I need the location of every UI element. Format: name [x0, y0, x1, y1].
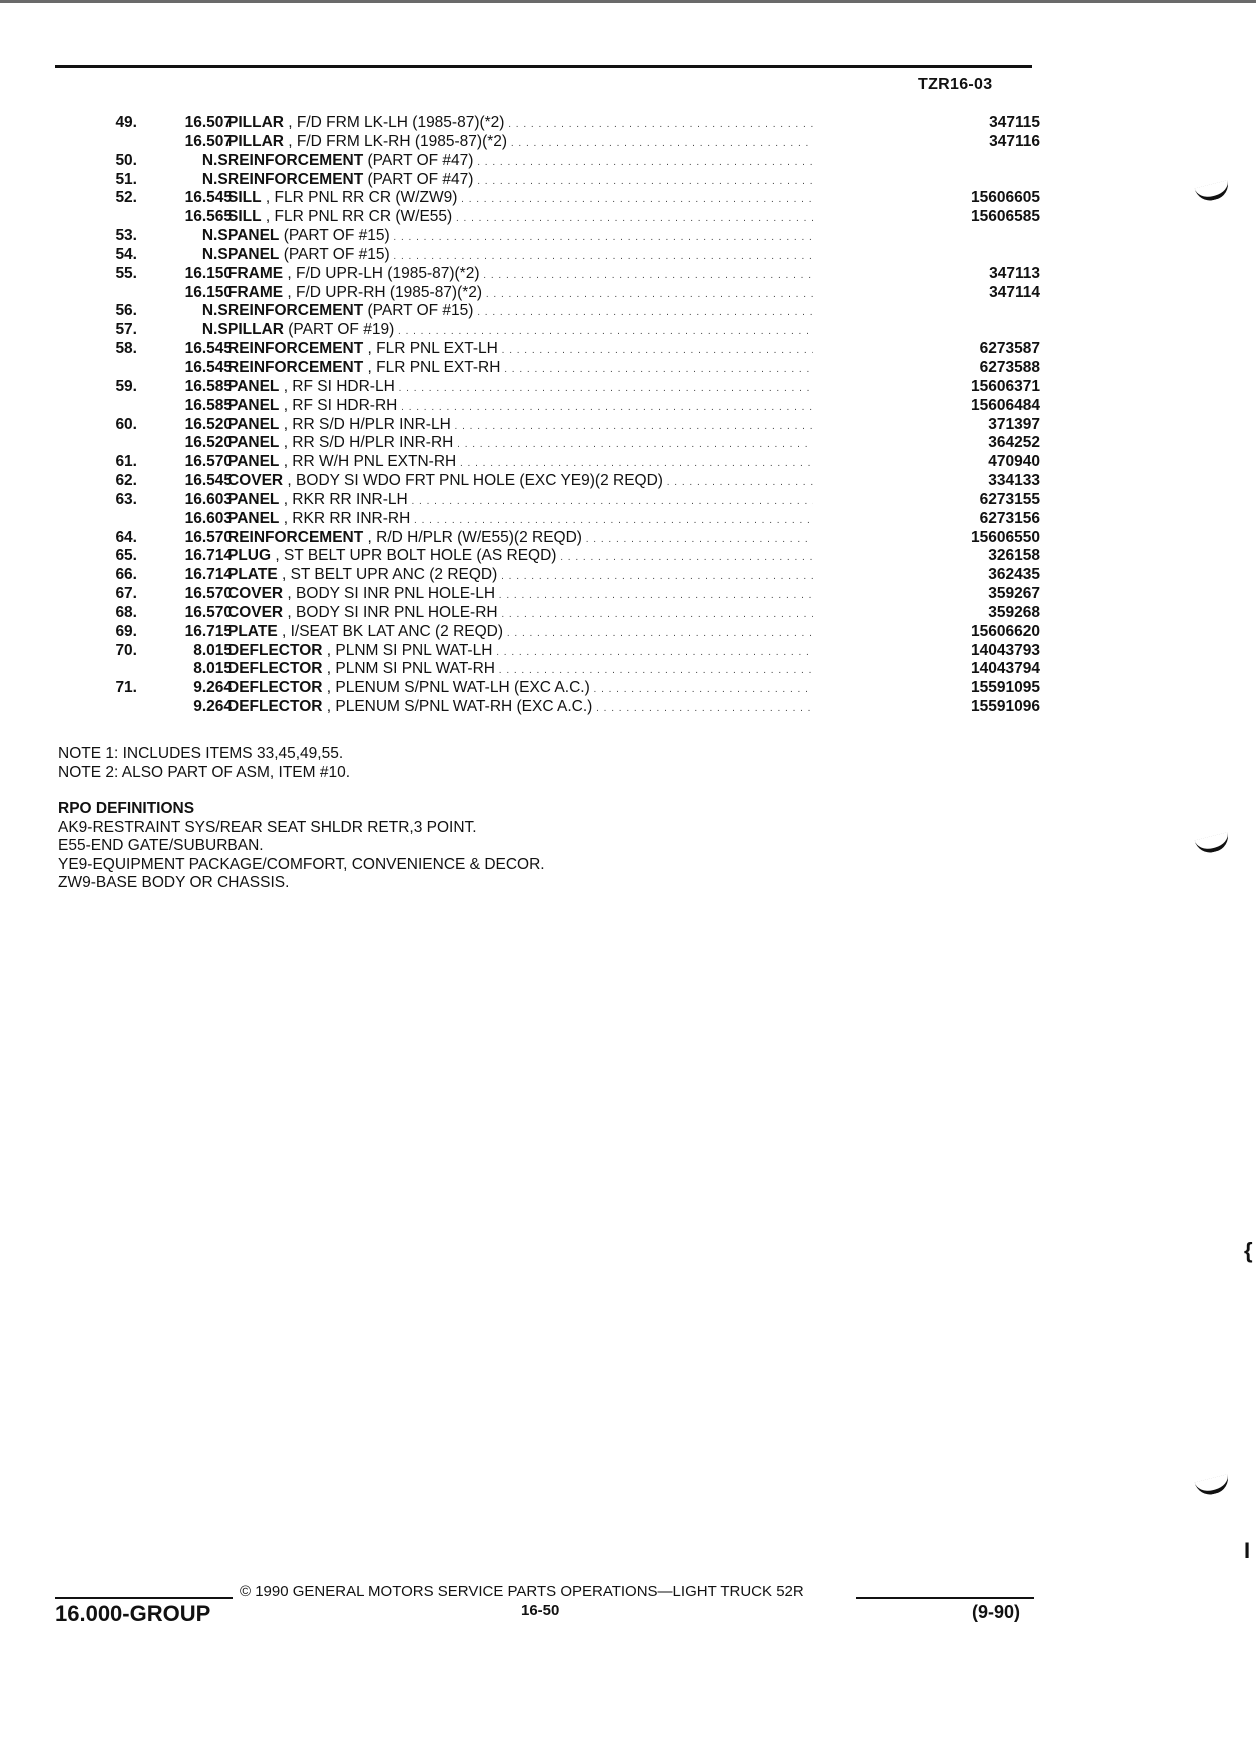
part-detail: , ST BELT UPR BOLT HOLE (AS REQD) — [271, 547, 557, 565]
part-detail: , PLNM SI PNL WAT-LH — [322, 641, 493, 659]
part-number: 15606371 — [971, 377, 1040, 395]
part-number: 15606484 — [971, 396, 1040, 414]
part-name: PANEL — [228, 434, 280, 452]
item-number: 64. — [115, 528, 137, 546]
part-name: PLATE — [228, 566, 278, 584]
item-number: 55. — [115, 264, 137, 282]
part-description — [228, 642, 813, 663]
part-name: DEFLECTOR — [228, 698, 323, 716]
header-rule — [55, 65, 1032, 68]
rpo-item: ZW9-BASE BODY OR CHASSIS. — [58, 874, 290, 891]
group-number: 16.603 — [184, 490, 232, 508]
item-number: 50. — [115, 151, 137, 169]
part-name: PANEL — [228, 415, 280, 433]
item-number: 56. — [115, 302, 137, 320]
part-description — [228, 416, 813, 437]
part-description — [228, 585, 813, 606]
part-row — [55, 453, 1040, 472]
item-number: 53. — [115, 227, 137, 245]
part-row — [55, 547, 1040, 566]
group-number: 16.545 — [184, 472, 232, 490]
part-name: PILLAR — [228, 132, 284, 150]
part-name: REINFORCEMENT — [228, 170, 364, 188]
part-description — [228, 189, 813, 210]
rpo-definitions — [58, 800, 545, 893]
rpo-item: YE9-EQUIPMENT PACKAGE/COMFORT, CONVENIENCE & DECOR. — [58, 855, 545, 873]
part-number: 362435 — [988, 566, 1040, 584]
part-number: 334133 — [988, 472, 1040, 490]
item-number: 70. — [115, 641, 137, 659]
part-row — [55, 529, 1040, 548]
rpo-item: E55-END GATE/SUBURBAN. — [58, 837, 264, 854]
binder-ring-mark — [1195, 180, 1232, 204]
part-description — [228, 434, 813, 455]
part-row — [55, 660, 1040, 679]
item-number: 69. — [115, 622, 137, 640]
part-description — [228, 378, 813, 399]
part-number: 6273156 — [979, 509, 1040, 527]
part-detail: , RF SI HDR-LH — [279, 377, 395, 395]
part-detail: (PART OF #15) — [363, 302, 474, 320]
part-description — [228, 246, 813, 267]
part-number: 359267 — [988, 585, 1040, 603]
footer-rule-right — [856, 1597, 1034, 1599]
part-number: 359268 — [988, 603, 1040, 621]
part-name: REINFORCEMENT — [228, 151, 364, 169]
part-detail: , F/D UPR-LH (1985-87)(*2) — [283, 264, 480, 282]
part-row — [55, 171, 1040, 190]
part-detail: , PLENUM S/PNL WAT-LH (EXC A.C.) — [322, 679, 590, 697]
part-name: PANEL — [228, 490, 280, 508]
part-description — [228, 453, 813, 474]
part-row — [55, 378, 1040, 397]
group-number: 8.015 — [193, 660, 232, 678]
group-number: 16.545 — [184, 189, 232, 207]
part-description — [228, 547, 813, 568]
item-number: 66. — [115, 566, 137, 584]
part-row — [55, 189, 1040, 208]
part-row — [55, 642, 1040, 661]
group-number: 9.264 — [193, 698, 232, 716]
part-name: REINFORCEMENT — [228, 358, 364, 376]
part-name: PLUG — [228, 547, 272, 565]
group-number: 16.714 — [184, 566, 232, 584]
part-row — [55, 416, 1040, 435]
part-row — [55, 698, 1040, 717]
group-number: 16.150 — [184, 283, 232, 301]
part-name: REINFORCEMENT — [228, 302, 364, 320]
part-row — [55, 284, 1040, 303]
part-name: PANEL — [228, 227, 280, 245]
part-name: DEFLECTOR — [228, 641, 323, 659]
part-number: 14043794 — [971, 660, 1040, 678]
part-number: 6273588 — [979, 358, 1040, 376]
part-name: SILL — [228, 208, 262, 226]
item-number: 57. — [115, 321, 137, 339]
parts-list — [55, 114, 1040, 717]
part-name: DEFLECTOR — [228, 660, 323, 678]
part-number: 347114 — [989, 283, 1040, 301]
group-number: N.S. — [201, 227, 232, 245]
item-number: 67. — [115, 585, 137, 603]
part-description — [228, 660, 813, 681]
group-number: 16.570 — [184, 453, 232, 471]
part-name: FRAME — [228, 264, 284, 282]
part-number: 15606550 — [971, 528, 1040, 546]
group-number: 16.545 — [184, 358, 232, 376]
part-name: PLATE — [228, 622, 278, 640]
part-row — [55, 227, 1040, 246]
group-number: N.S. — [201, 151, 232, 169]
part-name: PANEL — [228, 377, 280, 395]
part-detail: , RR S/D H/PLR INR-LH — [279, 415, 451, 433]
part-detail: , RKR RR INR-RH — [279, 509, 411, 527]
part-name: PANEL — [228, 509, 280, 527]
part-description — [228, 604, 813, 625]
part-detail: , F/D UPR-RH (1985-87)(*2) — [283, 283, 483, 301]
part-description — [228, 321, 813, 342]
item-number: 61. — [115, 453, 137, 471]
part-detail: , BODY SI INR PNL HOLE-RH — [283, 603, 498, 621]
part-description — [228, 265, 813, 286]
rpo-item: AK9-RESTRAINT SYS/REAR SEAT SHLDR RETR,3 POINT. — [58, 818, 477, 836]
part-row — [55, 585, 1040, 604]
part-row — [55, 265, 1040, 284]
notes-section — [58, 745, 350, 782]
part-detail: , FLR PNL EXT-LH — [363, 340, 498, 358]
part-detail: , ST BELT UPR ANC (2 REQD) — [277, 566, 498, 584]
part-row — [55, 491, 1040, 510]
part-detail: (PART OF #47) — [363, 170, 474, 188]
part-row — [55, 246, 1040, 265]
part-row — [55, 623, 1040, 642]
group-number: 8.015 — [193, 641, 232, 659]
part-name: COVER — [228, 603, 284, 621]
part-row — [55, 397, 1040, 416]
part-row — [55, 566, 1040, 585]
part-name: REINFORCEMENT — [228, 340, 364, 358]
group-number: 16.570 — [184, 603, 232, 621]
item-number: 71. — [115, 679, 137, 697]
part-row — [55, 472, 1040, 491]
part-description — [228, 152, 813, 173]
page-number: 16-50 — [521, 1602, 560, 1619]
part-name: DEFLECTOR — [228, 679, 323, 697]
part-number: 6273587 — [979, 340, 1040, 358]
part-number: 364252 — [988, 434, 1040, 452]
binder-margin — [1196, 0, 1256, 1759]
part-description — [228, 302, 813, 323]
part-row — [55, 340, 1040, 359]
part-detail: (PART OF #19) — [283, 321, 395, 339]
group-number: 16.570 — [184, 585, 232, 603]
margin-glyph: { — [1244, 1238, 1253, 1263]
group-number: 16.585 — [184, 396, 232, 414]
part-description — [228, 133, 813, 154]
group-number: 16.565 — [184, 208, 232, 226]
part-name: SILL — [228, 189, 262, 207]
item-number: 52. — [115, 189, 137, 207]
part-number: 6273155 — [979, 490, 1040, 508]
part-detail: , F/D FRM LK-RH (1985-87)(*2) — [283, 132, 508, 150]
part-detail: , F/D FRM LK-LH (1985-87)(*2) — [283, 114, 505, 131]
part-detail: , RR S/D H/PLR INR-RH — [279, 434, 454, 452]
part-description — [228, 340, 813, 361]
part-description — [228, 397, 813, 418]
item-number: 63. — [115, 490, 137, 508]
item-number: 68. — [115, 603, 137, 621]
part-name: PILLAR — [228, 114, 284, 131]
part-description — [228, 208, 813, 229]
part-description — [228, 227, 813, 248]
part-number: 371397 — [988, 415, 1040, 433]
part-number: 15606605 — [971, 189, 1040, 207]
scan-top-edge — [0, 0, 1256, 3]
group-number: 16.520 — [184, 415, 232, 433]
part-detail: , FLR PNL RR CR (W/ZW9) — [261, 189, 458, 207]
part-description — [228, 171, 813, 192]
part-row — [55, 679, 1040, 698]
group-number: 16.507 — [184, 132, 232, 150]
part-description — [228, 529, 813, 550]
note-line: NOTE 2: ALSO PART OF ASM, ITEM #10. — [58, 763, 351, 781]
part-description — [228, 472, 813, 493]
part-row — [55, 604, 1040, 623]
group-label: 16.000-GROUP — [55, 1601, 211, 1626]
part-number: 470940 — [988, 453, 1040, 471]
group-number: 16.714 — [184, 547, 232, 565]
group-number: 16.520 — [184, 434, 232, 452]
item-number: 49. — [115, 114, 137, 131]
copyright-notice: © 1990 GENERAL MOTORS SERVICE PARTS OPERATIONS—LIGHT TRUCK 52R — [240, 1583, 804, 1600]
footer-rule-left — [55, 1597, 233, 1599]
part-detail: , FLR PNL RR CR (W/E55) — [261, 208, 453, 226]
part-description — [228, 566, 813, 587]
part-detail: , RR W/H PNL EXTN-RH — [279, 453, 457, 471]
part-row — [55, 321, 1040, 340]
part-description — [228, 623, 813, 644]
part-detail: (PART OF #15) — [279, 227, 390, 245]
group-number: N.S. — [201, 302, 232, 320]
group-number: 16.603 — [184, 509, 232, 527]
part-row — [55, 510, 1040, 529]
part-detail: , RKR RR INR-LH — [279, 490, 408, 508]
part-detail: , PLNM SI PNL WAT-RH — [322, 660, 495, 678]
part-description — [228, 284, 813, 305]
part-name: PANEL — [228, 453, 280, 471]
part-detail: , RF SI HDR-RH — [279, 396, 398, 414]
group-number: 9.264 — [193, 679, 232, 697]
revision-date: (9-90) — [972, 1602, 1021, 1622]
binder-ring-mark — [1195, 832, 1232, 856]
part-number: 347115 — [989, 114, 1040, 131]
part-number: 15606620 — [971, 622, 1040, 640]
part-row — [55, 114, 1040, 133]
part-description — [228, 491, 813, 512]
part-name: COVER — [228, 472, 284, 490]
part-description — [228, 359, 813, 380]
part-detail: , BODY SI INR PNL HOLE-LH — [283, 585, 496, 603]
part-name: FRAME — [228, 283, 284, 301]
part-number: 15606585 — [971, 208, 1040, 226]
group-number: N.S. — [201, 321, 232, 339]
group-number: 16.545 — [184, 340, 232, 358]
item-number: 58. — [115, 340, 137, 358]
part-description — [228, 679, 813, 700]
part-name: COVER — [228, 585, 284, 603]
part-name: PANEL — [228, 396, 280, 414]
item-number: 59. — [115, 377, 137, 395]
part-name: PILLAR — [228, 321, 284, 339]
item-number: 65. — [115, 547, 137, 565]
group-number: 16.585 — [184, 377, 232, 395]
item-number: 60. — [115, 415, 137, 433]
part-detail: , R/D H/PLR (W/E55)(2 REQD) — [363, 528, 582, 546]
part-detail: , FLR PNL EXT-RH — [363, 358, 501, 376]
part-detail: , I/SEAT BK LAT ANC (2 REQD) — [277, 622, 504, 640]
part-number: 15591096 — [971, 698, 1040, 716]
binder-ring-mark — [1195, 1474, 1232, 1498]
part-row — [55, 434, 1040, 453]
part-number: 15591095 — [971, 679, 1040, 697]
document-code: TZR16-03 — [918, 76, 993, 93]
part-number: 347116 — [989, 132, 1040, 150]
part-name: PANEL — [228, 245, 280, 263]
margin-glyph: I — [1244, 1538, 1251, 1563]
part-detail: (PART OF #47) — [363, 151, 474, 169]
part-description — [228, 510, 813, 531]
item-number: 62. — [115, 472, 137, 490]
item-number: 51. — [115, 170, 137, 188]
part-number: 326158 — [988, 547, 1040, 565]
group-number: N.S. — [201, 170, 232, 188]
part-name: REINFORCEMENT — [228, 528, 364, 546]
part-description — [228, 698, 813, 719]
group-number: 16.507 — [184, 114, 232, 131]
group-number: 16.715 — [184, 622, 232, 640]
part-description — [228, 114, 813, 135]
rpo-heading: RPO DEFINITIONS — [58, 800, 195, 817]
group-number: 16.150 — [184, 264, 232, 282]
item-number: 54. — [115, 245, 137, 263]
group-number: N.S. — [201, 245, 232, 263]
note-line: NOTE 1: INCLUDES ITEMS 33,45,49,55. — [58, 745, 344, 762]
part-row — [55, 133, 1040, 152]
part-number: 14043793 — [971, 641, 1040, 659]
part-row — [55, 152, 1040, 171]
part-detail: (PART OF #15) — [279, 245, 390, 263]
part-row — [55, 302, 1040, 321]
group-number: 16.570 — [184, 528, 232, 546]
part-detail: , BODY SI WDO FRT PNL HOLE (EXC YE9)(2 REQD) — [283, 472, 663, 490]
part-row — [55, 208, 1040, 227]
part-number: 347113 — [989, 264, 1040, 282]
part-row — [55, 359, 1040, 378]
part-detail: , PLENUM S/PNL WAT-RH (EXC A.C.) — [322, 698, 593, 716]
